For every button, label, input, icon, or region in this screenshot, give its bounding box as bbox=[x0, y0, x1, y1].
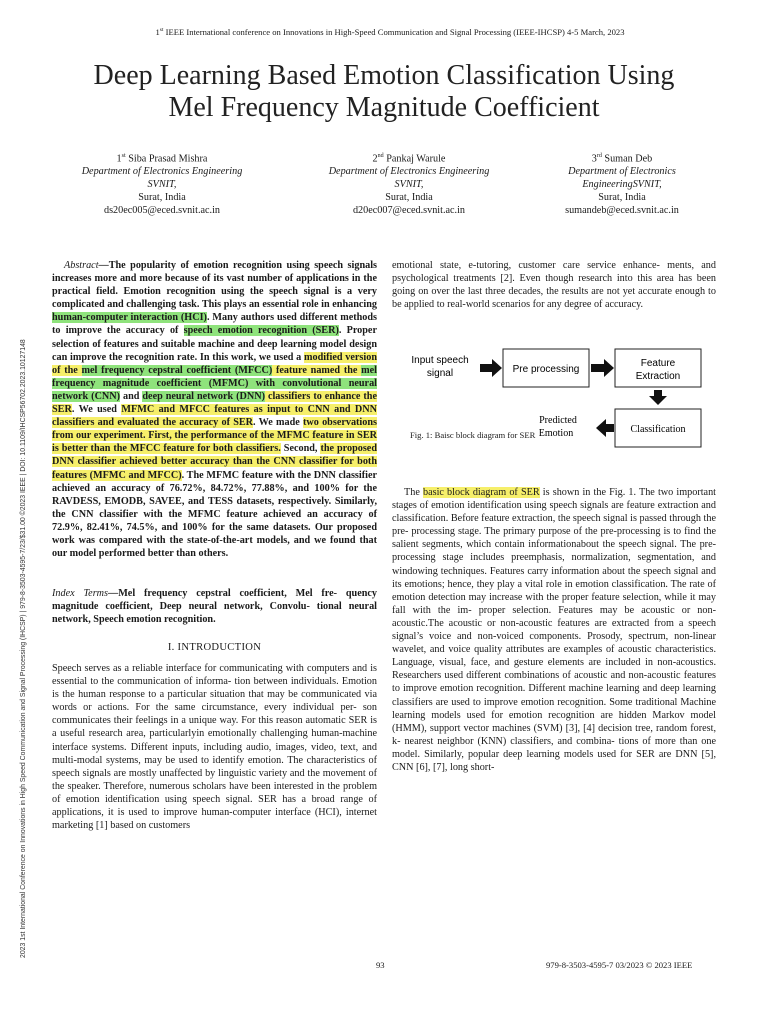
arrow-head-2 bbox=[604, 359, 614, 377]
doi-side-strip: 2023 1st International Conference on Innovations in High Speed Communication and Signal Processing (IHCSP) | 979-8-3503-4595-7/23/$31.00 ©2023 IEEE | DOI: 10.1109/IHCSP56702.2023.10127148 bbox=[20, 339, 27, 958]
arrow-shaft-3 bbox=[654, 390, 662, 396]
author-1-email: ds20ec005@eced.svnit.ac.in bbox=[103, 205, 221, 217]
author-3: 3rd Suman Deb Department of Electronics EngineeringSVNIT, Surat, India sumandeb@eced.svnit.ac.in bbox=[522, 150, 722, 217]
figure-caption: Fig. 1: Baisc block diagram for SER bbox=[410, 430, 536, 440]
index-terms: Index Terms—Mel frequency cepstral coefficient, Mel fre- quency magnitude coefficient, Deep neural network, Convolu- tional neural network, Speech emotion recognition. bbox=[52, 588, 377, 626]
author-3-email: sumandeb@eced.svnit.ac.in bbox=[565, 205, 679, 217]
arrow-head-3 bbox=[649, 396, 667, 405]
arrow-head-1 bbox=[492, 359, 502, 377]
right-column-body: The basic block diagram of SER is shown in the Fig. 1. The two important stages of emotion identification using speech signals are feature extraction and classification. Before feature extraction, the speech signal is passed through the pre- processing stage. The primary purpose of the pre-processing is to find the salient segments, which contain informationabout the speech signal. The pre-processing stage includes preemphasis, normalization, segmentation, and windowing techniques. Features carry information about the speech signal and its emotions; hence, they play a vital role in emotion classification. The rate of emotion detection may increase with the proper feature selection, while it may fall with the im- proper selection. Features may be acoustic or non-acoustic.The acoustic or non-acoustic features are extracted from a speech signal’s voice and non-voiced components. Prosody, spectrum, non-linear wavelet, and voice quality attributes are examples of acoustic characteristics. Language, visual, face, and gesture elements are included in non-acoustics. Researchers used different combinations of acoustic and non-acoustic features to improve emotion recognition. Different machine learning and deep learning classifiers are used to improve emotion recognition. Some traditional Machine learning models used for emotion recognition are hidden Markov model (HMM), support vector machines (SVM) [3], [4] decision tree, random forest, k- nearest neighbor (KNN) classifiers, and combina- tions of more than one model. Similarly, popular deep learning models used for SER are DNN [5], CNN [6], [7], long short- bbox=[392, 487, 716, 773]
input-label-2: signal bbox=[426, 368, 454, 379]
footer-isbn: 979-8-3503-4595-7 03/2023 © 2023 IEEE bbox=[546, 960, 693, 970]
predicted-label-1: Predicted bbox=[539, 415, 577, 426]
author-1: 1st Siba Prasad Mishra Department of Electronics Engineering SVNIT, Surat, India ds20ec005@eced.svnit.ac.in bbox=[62, 150, 262, 217]
input-label-1: Input speech bbox=[411, 355, 469, 366]
classification-label: Classification bbox=[630, 424, 686, 435]
feature-label-1: Feature bbox=[640, 358, 676, 369]
feature-label-2: Extraction bbox=[635, 371, 681, 382]
abstract: Abstract—The popularity of emotion recognition using speech signals increases more and more because of its vast number of applications in the practical field. Emotion recognition using the speech signal is a very complicated and challenging task. This plays an essential role in enhancing human-computer interaction (HCI). Many authors used different methods to improve the accuracy of speech emotion recognition (SER). Proper selection of features and suitable machine and deep learning model design can improve the recognition rate. In this work, we used a modified version of the mel frequency cepstral coefficient (MFCC) feature named the mel frequency magnitude coefficient (MFMC) with convolutional neural network (CNN) and deep neural network (DNN) classifiers to enhance the SER. We used MFMC and MFCC features as input to CNN and DNN classifiers and evaluated the accuracy of SER. We made two observations from our experiment. First, the performance of the MFMC feature in SER is better than the MFCC feature for both classifiers. Second, the proposed DNN classifier achieved better accuracy than the CNN classifier for both features (MFMC and MFCC). The MFMC feature with the DNN classifier achieved an accuracy of 76.72%, 84.72%, 77.88%, and 100% for the RAVDESS, EMODB, SAVEE, and TESS datasets, respectively. Similarly, the CNN classifier with the MFMC feature achieved an accuracy of 72.9%, 82.41%, 74.5%, and 100% for the same datasets. Our proposed work was compared with the state-of-the-art models, and we found that our model performed better than others. bbox=[52, 260, 378, 560]
author-2: 2nd Pankaj Warule Department of Electronics Engineering SVNIT, Surat, India d20ec007@eced.svnit.ac.in bbox=[304, 150, 514, 217]
arrow-head-4 bbox=[596, 419, 606, 437]
author-2-email: d20ec007@eced.svnit.ac.in bbox=[352, 205, 466, 217]
page-number: 93 bbox=[376, 960, 385, 970]
arrow-shaft-1 bbox=[480, 364, 492, 372]
right-column-intro-continuation: emotional state, e-tutoring, customer care service enhance- ments, and psychological treatments [2]. Even though research into this area has been going on over the last three decades, the results are not yet accurate enough to be applied to real-world scenarios for any degree of accuracy. bbox=[392, 260, 716, 311]
block-diagram-lower-svg bbox=[398, 405, 738, 453]
introduction-text: Speech serves as a reliable interface for communicating with computers and is essential to the communication of informa- tion between individuals. Emotion is the human response to a particular situation that may be communicated via words or actions. For the same circumstance, every individual per- son communicates their feelings in a unique way. For this reason automatic SER is a useful research area, particularlyin emotionally challenging human-machine interface systems. Different inputs, including audio, images, video, text, and multi-modal systems, may be used to identify emotion. The characteristics of speech signals are mostly unaffected by linguistic variety and the movement of the speaker. Therefore, numerous scholars have been interested in the problem of emotion identification using speech signal. SER has a broad range of applications, it is used to improve human-computer interface (HCI), internet marketing [1] based on customers bbox=[52, 663, 377, 832]
arrow-shaft-4 bbox=[606, 424, 614, 432]
predicted-label-2: Emotion bbox=[538, 428, 574, 439]
section-heading-introduction: I. INTRODUCTION bbox=[167, 642, 262, 653]
arrow-shaft-2 bbox=[591, 364, 604, 372]
preprocessing-label: Pre processing bbox=[512, 364, 580, 375]
conference-header: 1st IEEE International conference on Innovations in High-Speed Communication and Signal Processing (IEEE-IHCSP) 4-5 March, 2023 bbox=[155, 27, 625, 37]
paper-title: Deep Learning Based Emotion Classification Using Mel Frequency Magnitude Coefficient bbox=[93, 60, 675, 123]
